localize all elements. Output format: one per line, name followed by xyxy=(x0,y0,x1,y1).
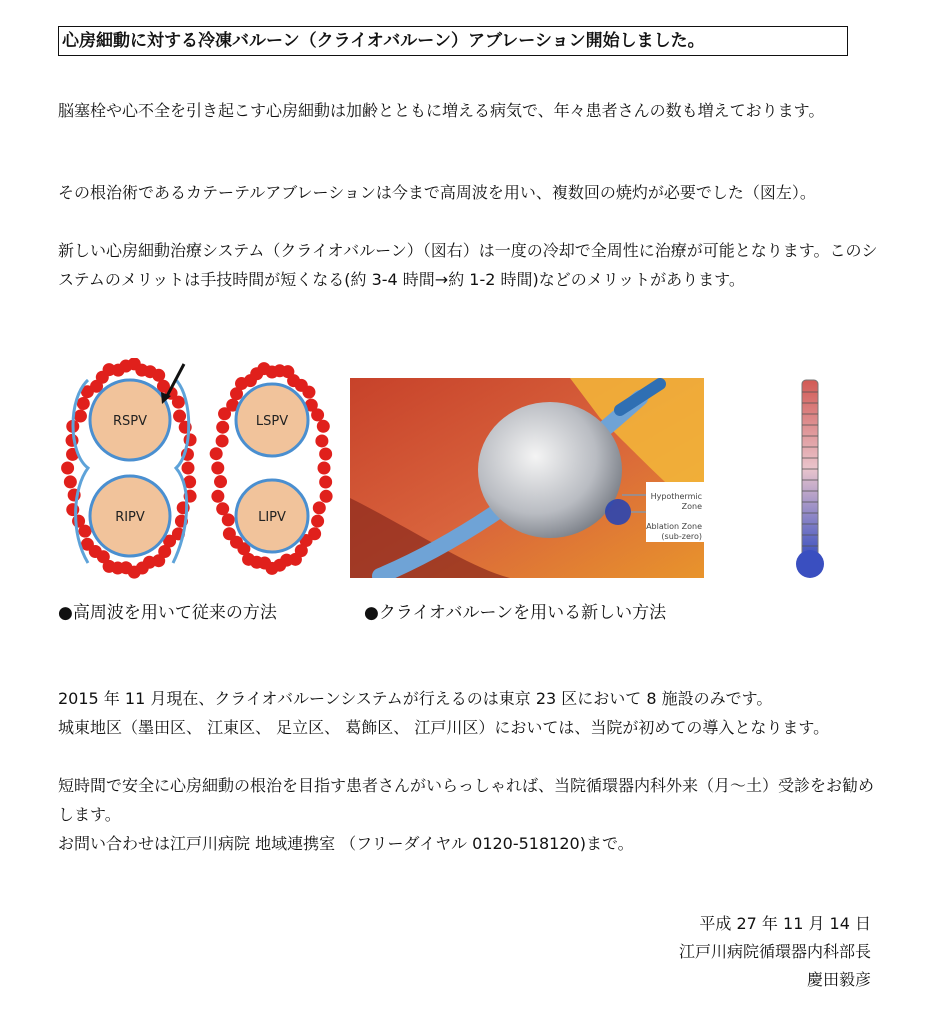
lesion-dot xyxy=(318,462,331,475)
lesion-dot xyxy=(211,490,224,503)
caption-left: ●高周波を用いて従来の方法 xyxy=(58,603,277,623)
label-lipv: LIPV xyxy=(258,510,286,525)
lesion-dot xyxy=(320,490,333,503)
lesion-dot xyxy=(302,386,315,399)
lesion-dot xyxy=(222,513,235,526)
lesion-dot xyxy=(74,410,87,423)
lesion-dot xyxy=(319,475,332,488)
lesion-dot xyxy=(216,502,229,515)
lesion-dot xyxy=(64,475,77,488)
intro-paragraph-2: その根治術であるカテーテルアブレーションは今まで高周波を用い、複数回の焼灼が必要でした（図左）。 xyxy=(58,183,816,202)
lesion-dot xyxy=(311,515,324,528)
lesion-dot xyxy=(313,501,326,514)
thermometer-icon xyxy=(792,378,828,580)
lesion-dot xyxy=(72,515,85,528)
hypothermic-label-2: Zone xyxy=(681,502,702,511)
label-lspv: LSPV xyxy=(255,414,289,429)
ablation-zone-spot xyxy=(605,499,631,525)
body-paragraph-3: 短時間で安全に心房細動の根治を目指す患者さんがいらっしゃれば、当院循環器内科外来（月～土）受診をお勧めします。 xyxy=(58,776,875,824)
lesion-dot xyxy=(173,410,186,423)
lesion-dot xyxy=(216,421,229,434)
lesion-dot xyxy=(216,434,229,447)
lesion-dot xyxy=(311,408,324,421)
caption-right: ●クライオバルーンを用いる新しい方法 xyxy=(364,603,667,623)
lesion-dot xyxy=(317,420,330,433)
hypothermic-label-1: Hypothermic xyxy=(650,492,702,501)
label-ripv: RIPV xyxy=(115,510,145,525)
lesion-dot xyxy=(319,448,332,461)
lesion-dot xyxy=(210,447,223,460)
body-paragraph-2: 城東地区（墨田区、 江東区、 足立区、 葛飾区、 江戸川区）においては、当院が初めての導入となります。 xyxy=(58,718,830,737)
cryoballoon-figure xyxy=(350,378,704,578)
lesion-dot xyxy=(182,462,195,475)
body-paragraph-1: 2015 年 11 月現在、クライオバルーンシステムが行えるのは東京 23 区において 8 施設のみです。 xyxy=(58,689,773,708)
signature-name: 慶田毅彦 xyxy=(806,970,871,989)
page-title: 心房細動に対する冷凍バルーン（クライオバルーン）アブレーション開始しました。 xyxy=(58,26,848,56)
lesion-dot xyxy=(223,527,236,540)
ablation-label-1: Ablation Zone xyxy=(646,522,702,531)
ablation-label-2: (sub-zero) xyxy=(661,532,702,541)
lesion-dot xyxy=(172,396,185,409)
rf-ablation-figure xyxy=(58,358,338,583)
lesion-dot xyxy=(211,462,224,475)
lesion-dot xyxy=(77,397,90,410)
cryo-balloon xyxy=(478,402,622,538)
intro-paragraph-1: 脳塞栓や心不全を引き起こす心房細動は加齢とともに増える病気で、年々患者さんの数も増えております。 xyxy=(58,101,825,120)
lesion-dot xyxy=(61,462,74,475)
signature-department: 江戸川病院循環器内科部長 xyxy=(678,942,871,961)
lesion-dot xyxy=(214,475,227,488)
body-paragraph-4: お問い合わせは江戸川病院 地域連携室 （フリーダイヤル 0120-518120)まで。 xyxy=(58,834,634,853)
label-rspv: RSPV xyxy=(112,414,148,429)
signature-date: 平成 27 年 11 月 14 日 xyxy=(699,914,871,933)
intro-paragraph-3: 新しい心房細動治療システム（クライオバルーン）（図右）は一度の冷却で全周性に治療が可能となります。このシステムのメリットは手技時間が短くなる(約 3-4 時間→約 1-2 時間)などのメリットがあります。 xyxy=(58,241,878,289)
lesion-dot xyxy=(315,434,328,447)
